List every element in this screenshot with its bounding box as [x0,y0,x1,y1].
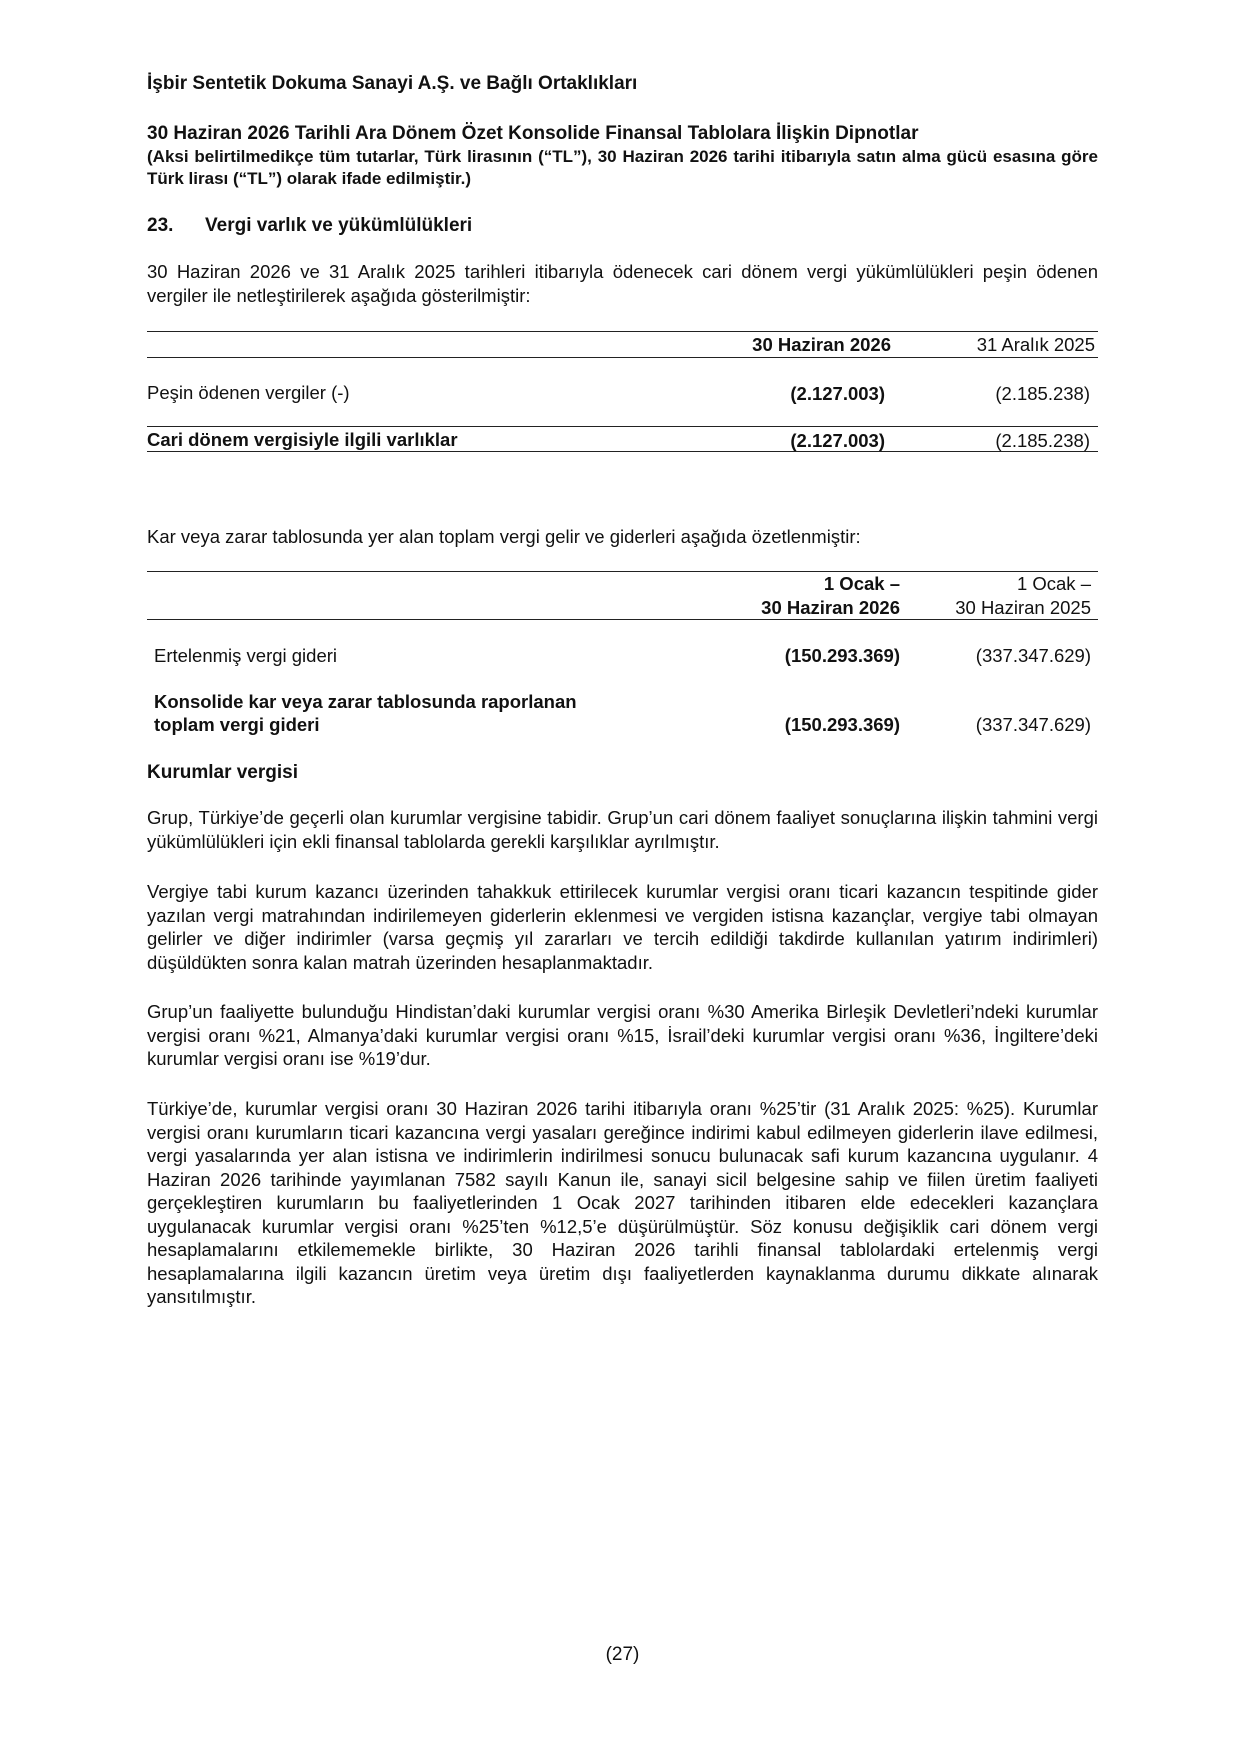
table2-row-label: Ertelenmiş vergi gideri [154,645,338,666]
table1-total-value-prior: (2.185.238) [995,430,1090,451]
currency-note: (Aksi belirtilmedikçe tüm tutarlar, Türk lirasının (“TL”), 30 Haziran 2026 tarihi itibarıyla satın alma gücü esasına göre Türk lirası (“TL”) olarak ifade edilmiştir.) [147,147,1098,188]
table2-row-value-current: (150.293.369) [784,645,900,666]
table2-total-value-current: (150.293.369) [784,714,900,735]
kurumlar-paragraph-4: Türkiye’de, kurumlar vergisi oranı 30 Haziran 2026 tarihi itibarıyla oranı %25’tir (31 Aralık 2025: %25). Kurumlar vergisi oranı kurumların ticari kazancına vergi yasaları gereğince indirimi kabul edilmeyen giderlerin ilave edilmesi, vergi yasalarında yer alan istisna ve indirimlerin indirilmesi sonucu bulunacak safi kurum kazancına uygulanır. 4 Haziran 2026 tarihinde yayımlanan 7582 sayılı Kanun ile, sanayi sicil belgesine sahip ve fiilen üretim faaliyeti gerçekleştiren kurumların bu faaliyetlerinden 1 Ocak 2027 tarihinden itibaren elde edecekleri kazançlara uygulanacak kurumlar vergisi oranı %25’ten %12,5’e düşürülmüştür. Söz konusu değişiklik cari dönem vergi hesaplamalarını etkilememekle birlikte, 30 Haziran 2026 tarihli finansal tablolardaki ertelenmiş vergi hesaplamalarına ilgili kazancın üretim veya üretim dışı faaliyetlerden kaynaklanma durumu dikkate alınarak yansıtılmıştır. [147,1098,1098,1307]
table1-row-value-prior: (2.185.238) [995,383,1090,404]
table1-row-label: Peşin ödenen vergiler (-) [147,382,350,403]
table2-total-label-line1: Konsolide kar veya zarar tablosunda raporlanan [154,691,577,712]
intro-paragraph-1: 30 Haziran 2026 ve 31 Aralık 2025 tarihleri itibarıyla ödenecek cari dönem vergi yükümlülükleri peşin ödenen vergiler ile netleştirilerek aşağıda gösterilmiştir: [147,261,1098,306]
table2-header-rule [147,619,1098,620]
table1-col1-header: 30 Haziran 2026 [752,334,891,355]
table2-col1-header-line2: 30 Haziran 2026 [761,597,900,618]
kurumlar-paragraph-1: Grup, Türkiye’de geçerli olan kurumlar vergisine tabidir. Grup’un cari dönem faaliyet sonuçlarına ilişkin tahmini vergi yükümlülükleri için ekli finansal tablolarda gerekli karşılıklar ayrılmıştır. [147,807,1098,852]
table2-col2-header-line1: 1 Ocak – [1016,573,1091,594]
table1-total-rule [147,426,1098,427]
kurumlar-heading: Kurumlar vergisi [147,762,298,783]
table2-total-value-prior: (337.347.629) [975,714,1091,735]
table2-row-value-prior: (337.347.629) [975,645,1091,666]
document-title: 30 Haziran 2026 Tarihli Ara Dönem Özet Konsolide Finansal Tablolara İlişkin Dipnotlar [147,123,919,144]
page-number: (27) [605,1644,640,1665]
kurumlar-paragraph-3: Grup’un faaliyette bulunduğu Hindistan’daki kurumlar vergisi oranı %30 Amerika Birleşik Devletleri’ndeki kurumlar vergisi oranı %21, Almanya’daki kurumlar vergisi oranı %15, İsrail’deki kurumlar vergisi oranı %36, İngiltere’deki kurumlar vergisi oranı ise %19’dur. [147,1001,1098,1069]
table2-col1-header-line1: 1 Ocak – [823,573,900,594]
section-title: Vergi varlık ve yükümlülükleri [205,215,473,236]
table2-total-label-line2: toplam vergi gideri [154,714,320,735]
table1-header-rule [147,357,1098,358]
table2-col2-header-line2: 30 Haziran 2025 [955,597,1091,618]
table1-row-value-current: (2.127.003) [790,383,885,404]
company-name: İşbir Sentetik Dokuma Sanayi A.Ş. ve Bağlı Ortaklıkları [147,73,638,94]
section-number: 23. [147,215,174,236]
table1-top-rule [147,331,1098,332]
table1-total-value-current: (2.127.003) [790,430,885,451]
table2-top-rule [147,571,1098,572]
table1-bottom-rule [147,451,1098,452]
table1-total-label: Cari dönem vergisiyle ilgili varlıklar [147,429,458,450]
kurumlar-paragraph-2: Vergiye tabi kurum kazancı üzerinden tahakkuk ettirilecek kurumlar vergisi oranı ticari kazancın tespitinde gider yazılan vergi matrahından indirilemeyen giderlerin eklenmesi ve vergiden istisna kazançlar, vergiye tabi olmayan gelirler ve diğer indirimler (varsa geçmiş yıl zararları ve tercih edildiği takdirde kullanılan yatırım indirimleri) düşüldükten sonra kalan matrah üzerinden hesaplanmaktadır. [147,881,1098,973]
table1-col2-header: 31 Aralık 2025 [976,334,1095,355]
section-heading [147,215,472,237]
intro-paragraph-2: Kar veya zarar tablosunda yer alan toplam vergi gelir ve giderleri aşağıda özetlenmiştir: [147,526,861,547]
